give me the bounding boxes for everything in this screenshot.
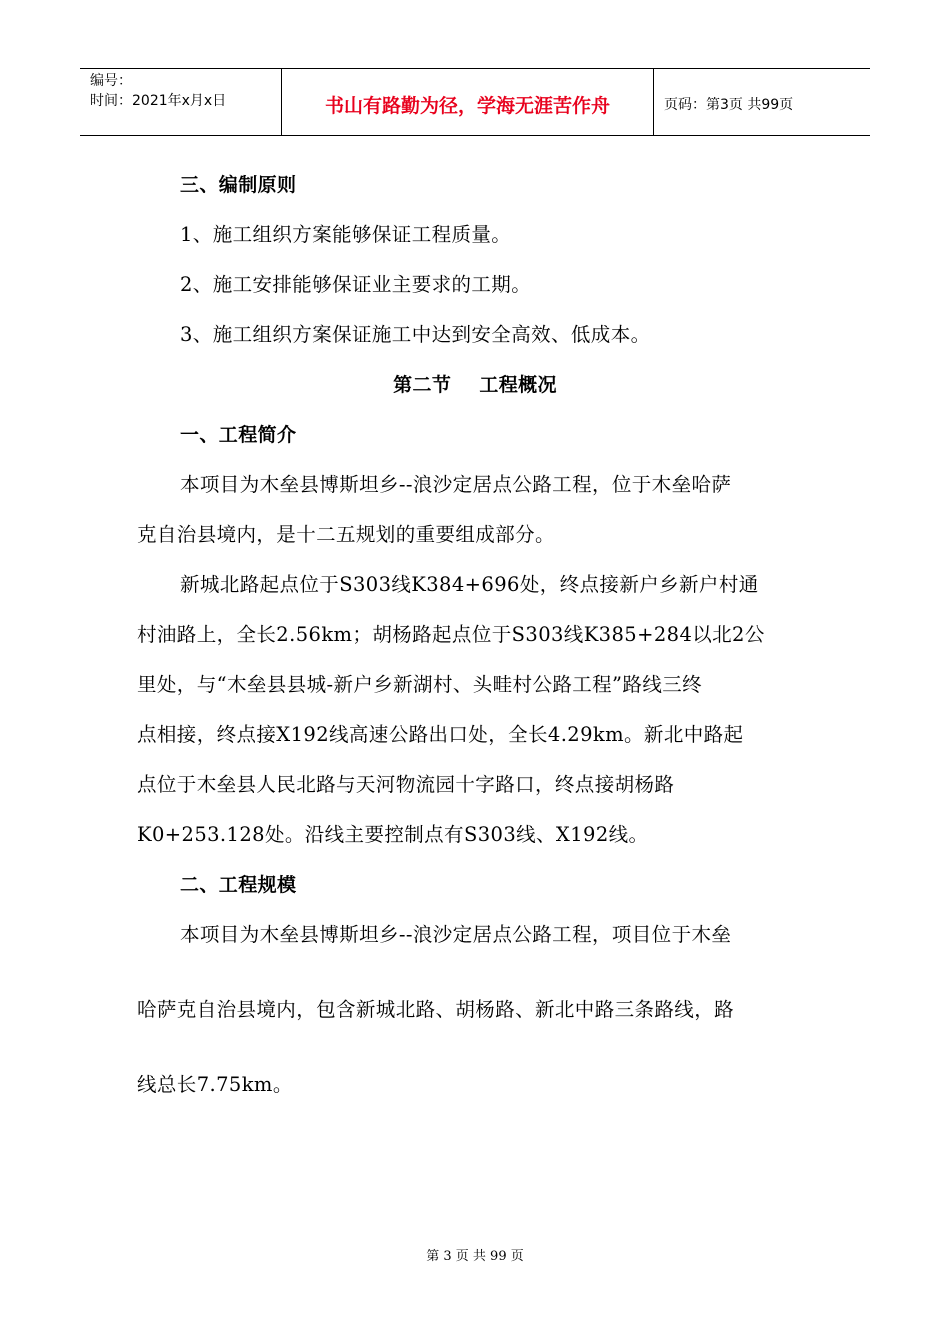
paragraph-line: 哈萨克自治县境内，包含新城北路、胡杨路、新北中路三条路线，路 bbox=[137, 998, 735, 1021]
date-label: 时间：2021年x月x日 bbox=[90, 93, 227, 109]
page-footer: 第 3 页 共 99 页 bbox=[426, 1249, 524, 1264]
header-motto: 书山有路勤为径，学海无涯苦作舟 bbox=[282, 69, 654, 135]
header-page-info: 页码：第3页 共99页 bbox=[664, 97, 794, 113]
heading-scale: 二、工程规模 bbox=[180, 874, 297, 896]
paragraph-line: 线总长7.75km。 bbox=[137, 1073, 293, 1096]
paragraph-line: 克自治县境内，是十二五规划的重要组成部分。 bbox=[137, 523, 555, 546]
section-title: 第二节 工程概况 bbox=[393, 374, 557, 396]
heading-principles: 三、编制原则 bbox=[180, 174, 297, 196]
paragraph-line: 里处，与“木垒县县城-新户乡新湖村、头畦村公路工程”路线三终 bbox=[137, 673, 703, 696]
paragraph-line: 点位于木垒县人民北路与天河物流园十字路口，终点接胡杨路 bbox=[137, 773, 675, 796]
paragraph-line: 村油路上，全长2.56km；胡杨路起点位于S303线K385+284以北2公 bbox=[137, 623, 765, 646]
paragraph-line: 新城北路起点位于S303线K384+696处，终点接新户乡新户村通 bbox=[180, 573, 759, 596]
principle-item: 3、施工组织方案保证施工中达到安全高效、低成本。 bbox=[180, 323, 651, 346]
principle-item: 2、施工安排能够保证业主要求的工期。 bbox=[180, 273, 532, 296]
principle-item: 1、施工组织方案能够保证工程质量。 bbox=[180, 223, 512, 246]
heading-intro: 一、工程简介 bbox=[180, 424, 297, 446]
paragraph-line: 点相接，终点接X192线高速公路出口处，全长4.29km。新北中路起 bbox=[137, 723, 744, 746]
code-label: 编号： bbox=[90, 73, 132, 89]
paragraph-line: 本项目为木垒县博斯坦乡--浪沙定居点公路工程，项目位于木垒 bbox=[180, 923, 732, 946]
paragraph-line: K0+253.128处。沿线主要控制点有S303线、X192线。 bbox=[137, 823, 649, 846]
header-meta bbox=[80, 69, 282, 135]
page-header bbox=[80, 68, 870, 136]
paragraph-line: 本项目为木垒县博斯坦乡--浪沙定居点公路工程，位于木垒哈萨 bbox=[180, 473, 732, 496]
document-body bbox=[137, 160, 813, 1122]
